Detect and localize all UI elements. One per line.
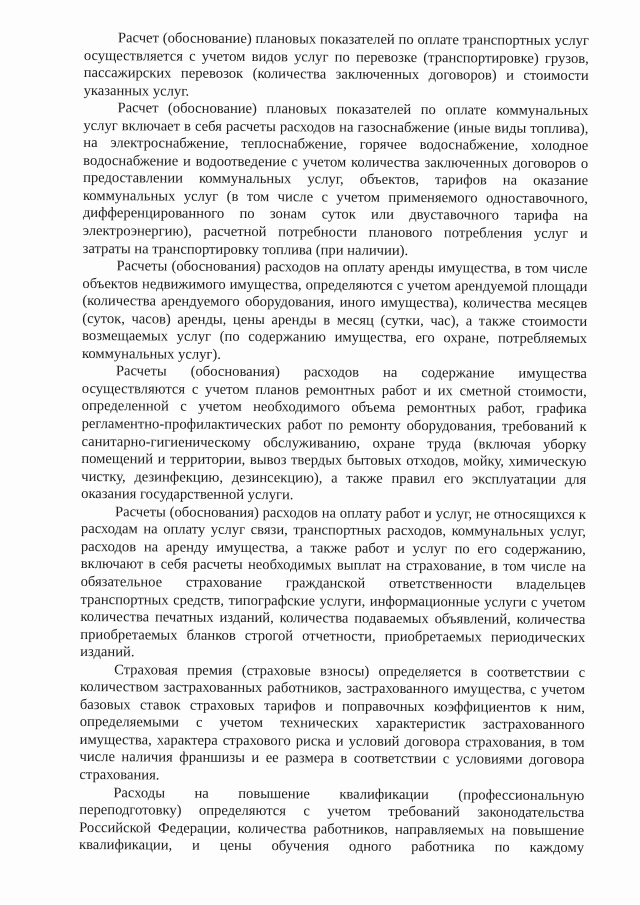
paragraph-qualification-training: Расходы на повышение квалификации (профессиональную переподготовку) определяются с учетом требований законодательства Российской Федерации, количества работников, направляемых на повышение квалификации, и цены обучения одного работника по каждому (78, 784, 585, 857)
paragraph-utility-services: Расчет (обоснование) плановых показателей по оплате коммунальных услуг включает в себя расчеты расходов на газоснабжение (иные виды топлива), на электроснабжение, теплоснабжение, горячее водоснабжение, холодное водоснабжение и водоотведение с учетом количества заключенных договоров о предоставлении коммунальных услуг, объектов, тарифов на оказание коммунальных услуг (в том числе с учетом применяемого одноставочного, дифференцированного по зонам суток или двуставочного тарифа на электроэнергию), расчетной потребности планового потребления услуг и затраты на транспортировку топлива (при наличии). (82, 100, 589, 259)
document-body (79, 30, 589, 858)
paragraph-property-rent: Расчеты (обоснования) расходов на оплату аренды имущества, в том числе объектов недвижимого имущества, определяются с учетом арендуемой площади (количества арендуемого оборудования, иного имущества), количества месяцев (суток, часов) аренды, цены аренды в месяц (сутки, час), а также стоимости возмещаемых услуг (по содержанию имущества, его охране, потребляемых коммунальных услуг). (81, 258, 588, 363)
paragraph-property-maintenance: Расчеты (обоснования) расходов на содержание имущества осуществляются с учетом планов ремонтных работ и их сметной стоимости, определенной с учетом необходимого объема ремонтных работ, графика регламентно-профилактических работ по ремонту оборудования, требований к санитарно-гигиеническому обслуживанию, охране труда (включая уборку помещений и территории, вывоз твердых бытовых отходов, мойку, химическую чистку, дезинфекцию, дезинсекцию), а также правил его эксплуатации для оказания государственной услуги. (81, 363, 587, 504)
paragraph-insurance-premium: Страховая премия (страховые взносы) определяется в соответствии с количеством застрахованных работников, застрахованного имущества, с учетом базовых ставок страховых тарифов и поправочных коэффициентов к ним, определяемыми с учетом технических характеристик застрахованного имущества, характера страхового риска и условий договора страхования, в том числе наличия франшизы и ее размера в соответствии с условиями договора страхования. (79, 661, 586, 784)
paragraph-other-works-services: Расчеты (обоснования) расходов на оплату работ и услуг, не относящихся к расходам на оплату услуг связи, транспортных расходов, коммунальных услуг, расходов на аренду имущества, а также работ и услуг по его содержанию, включают в себя расчеты необходимых выплат на страхование, в том числе на обязательное страхование гражданской ответственности владельцев транспортных средств, типографские услуги, информационные услуги с учетом количества печатных изданий, количества подаваемых объявлений, количества приобретаемых бланков строгой отчетности, приобретаемых периодических изданий. (80, 503, 587, 661)
paragraph-transport-services: Расчет (обоснование) плановых показателей по оплате транспортных услуг осуществляется с учетом видов услуг по перевозке (транспортировке) грузов, пассажирских перевозок (количества заключенных договоров) и стоимости указанных услуг. (83, 30, 589, 100)
